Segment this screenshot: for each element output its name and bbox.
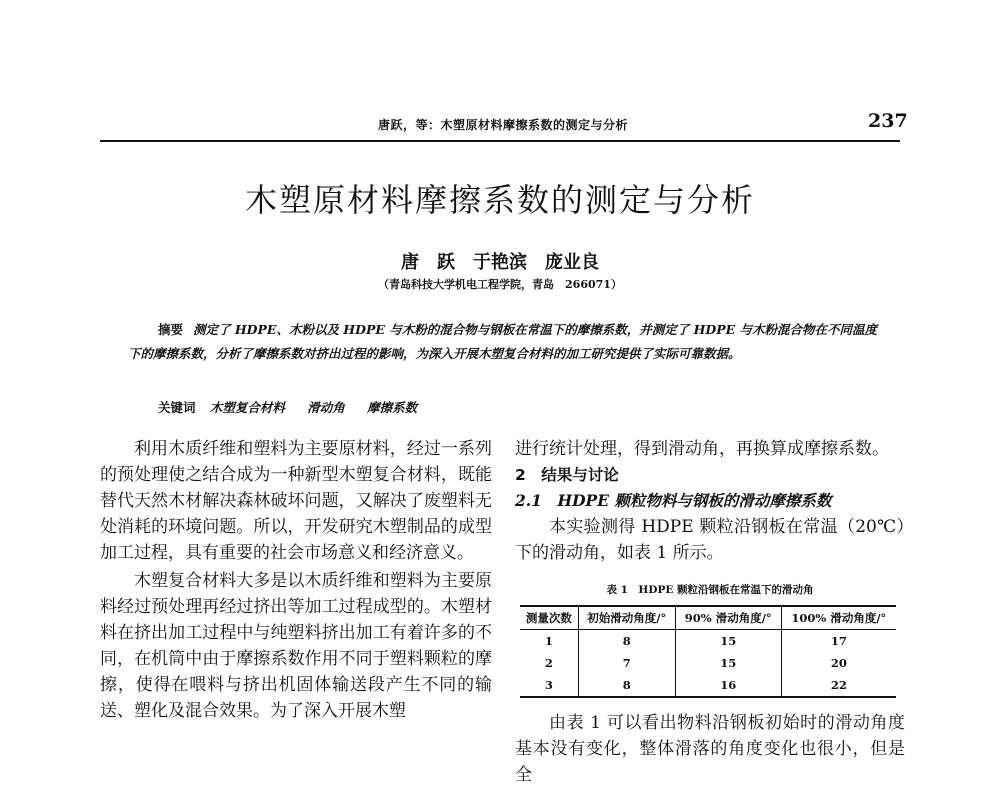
- body-paragraph: 由表 1 可以看出物料沿钢板初始时的滑动角度基本没有变化，整体滑落的角度变化也很小，但是全: [515, 713, 905, 785]
- table-cell: 22: [781, 674, 896, 697]
- table-cell: 17: [781, 630, 896, 653]
- table-header-cell: 初始滑动角度/°: [578, 606, 675, 630]
- table-cell: 15: [675, 652, 781, 674]
- table-header-cell: 测量次数: [520, 606, 578, 630]
- table-row: [520, 652, 896, 674]
- table-caption: 表 1 HDPE 颗粒沿钢板在常温下的滑动角: [606, 584, 814, 596]
- table-cell: 7: [578, 652, 675, 674]
- keywords-label: 关键词: [158, 400, 196, 415]
- affiliation: （青岛科技大学机电工程学院，青岛 266071）: [378, 278, 622, 291]
- keyword: 滑动角: [307, 400, 345, 415]
- table-row: [520, 630, 896, 653]
- abstract-label: 摘要: [158, 322, 184, 337]
- running-head: 唐跃，等：木塑原材料摩擦系数的测定与分析: [378, 118, 629, 132]
- table-cell: 8: [578, 630, 675, 653]
- section-heading: 2 结果与讨论: [515, 466, 619, 484]
- authors: 唐 跃 于艳滨 庞业良: [401, 252, 599, 273]
- keyword: 木塑复合材料: [209, 400, 285, 415]
- table-cell: 3: [520, 674, 578, 697]
- subsection-heading: 2.1 HDPE 颗粒物料与钢板的滑动摩擦系数: [515, 491, 832, 510]
- body-paragraph: 利用木质纤维和塑料为主要原材料，经过一系列的预处理使之结合成为一种新型木塑复合材料，既能替代天然木材解决森林破坏问题，又解决了废塑料无处消耗的环境问题。所以，开发研究木塑制品的成型加工过程，具有重要的社会市场意义和经济意义。: [100, 439, 492, 563]
- table-cell: 8: [578, 674, 675, 697]
- table-cell: 1: [544, 634, 553, 648]
- paper-title: 木塑原材料摩擦系数的测定与分析: [244, 181, 755, 219]
- table-header-cell: 90% 滑动角度/°: [675, 606, 781, 630]
- right-column-lower: [515, 710, 905, 788]
- body-paragraph-continuation: 进行统计处理，得到滑动角，再换算成摩擦系数。: [515, 439, 889, 459]
- table-cell: 2: [544, 656, 553, 670]
- table-cell: 20: [781, 652, 896, 674]
- table-row: [520, 674, 896, 697]
- body-paragraph: 木塑复合材料大多是以木质纤维和塑料为主要原料经过预处理再经过挤出等加工过程成型的。木塑材料在挤出加工过程中与纯塑料挤出加工有着许多的不同，在机筒中由于摩擦系数作用不同于塑料颗粒的摩擦，使得在喂料与挤出机固体输送段产生不同的输送、塑化及混合效果。为了深入开展木塑: [100, 571, 492, 721]
- body-paragraph: 本实验测得 HDPE 颗粒沿钢板在常温（20℃）下的滑动角，如表 1 所示。: [515, 517, 905, 563]
- page-number: 237: [868, 110, 908, 132]
- abstract-text: 测定了 HDPE、木粉以及 HDPE 与木粉的混合物与钢板在常温下的摩擦系数，并测定了 HDPE 与木粉混合物在不同温度下的摩擦系数，分析了摩擦系数对挤出过程的影响，为深入开展木塑复合材料的加工研究提供了实际可靠数据。: [128, 322, 878, 361]
- left-column: [100, 436, 492, 724]
- table-header-cell: 100% 滑动角度/°: [781, 606, 896, 630]
- keywords: [158, 398, 435, 416]
- abstract: [128, 318, 878, 366]
- right-column: [515, 436, 905, 566]
- table-cell: 15: [675, 630, 781, 653]
- header-rule: [100, 140, 900, 142]
- keyword: 摩擦系数: [367, 400, 418, 415]
- table-cell: 16: [675, 674, 781, 697]
- table-header-row: [520, 606, 896, 630]
- data-table: [520, 605, 896, 698]
